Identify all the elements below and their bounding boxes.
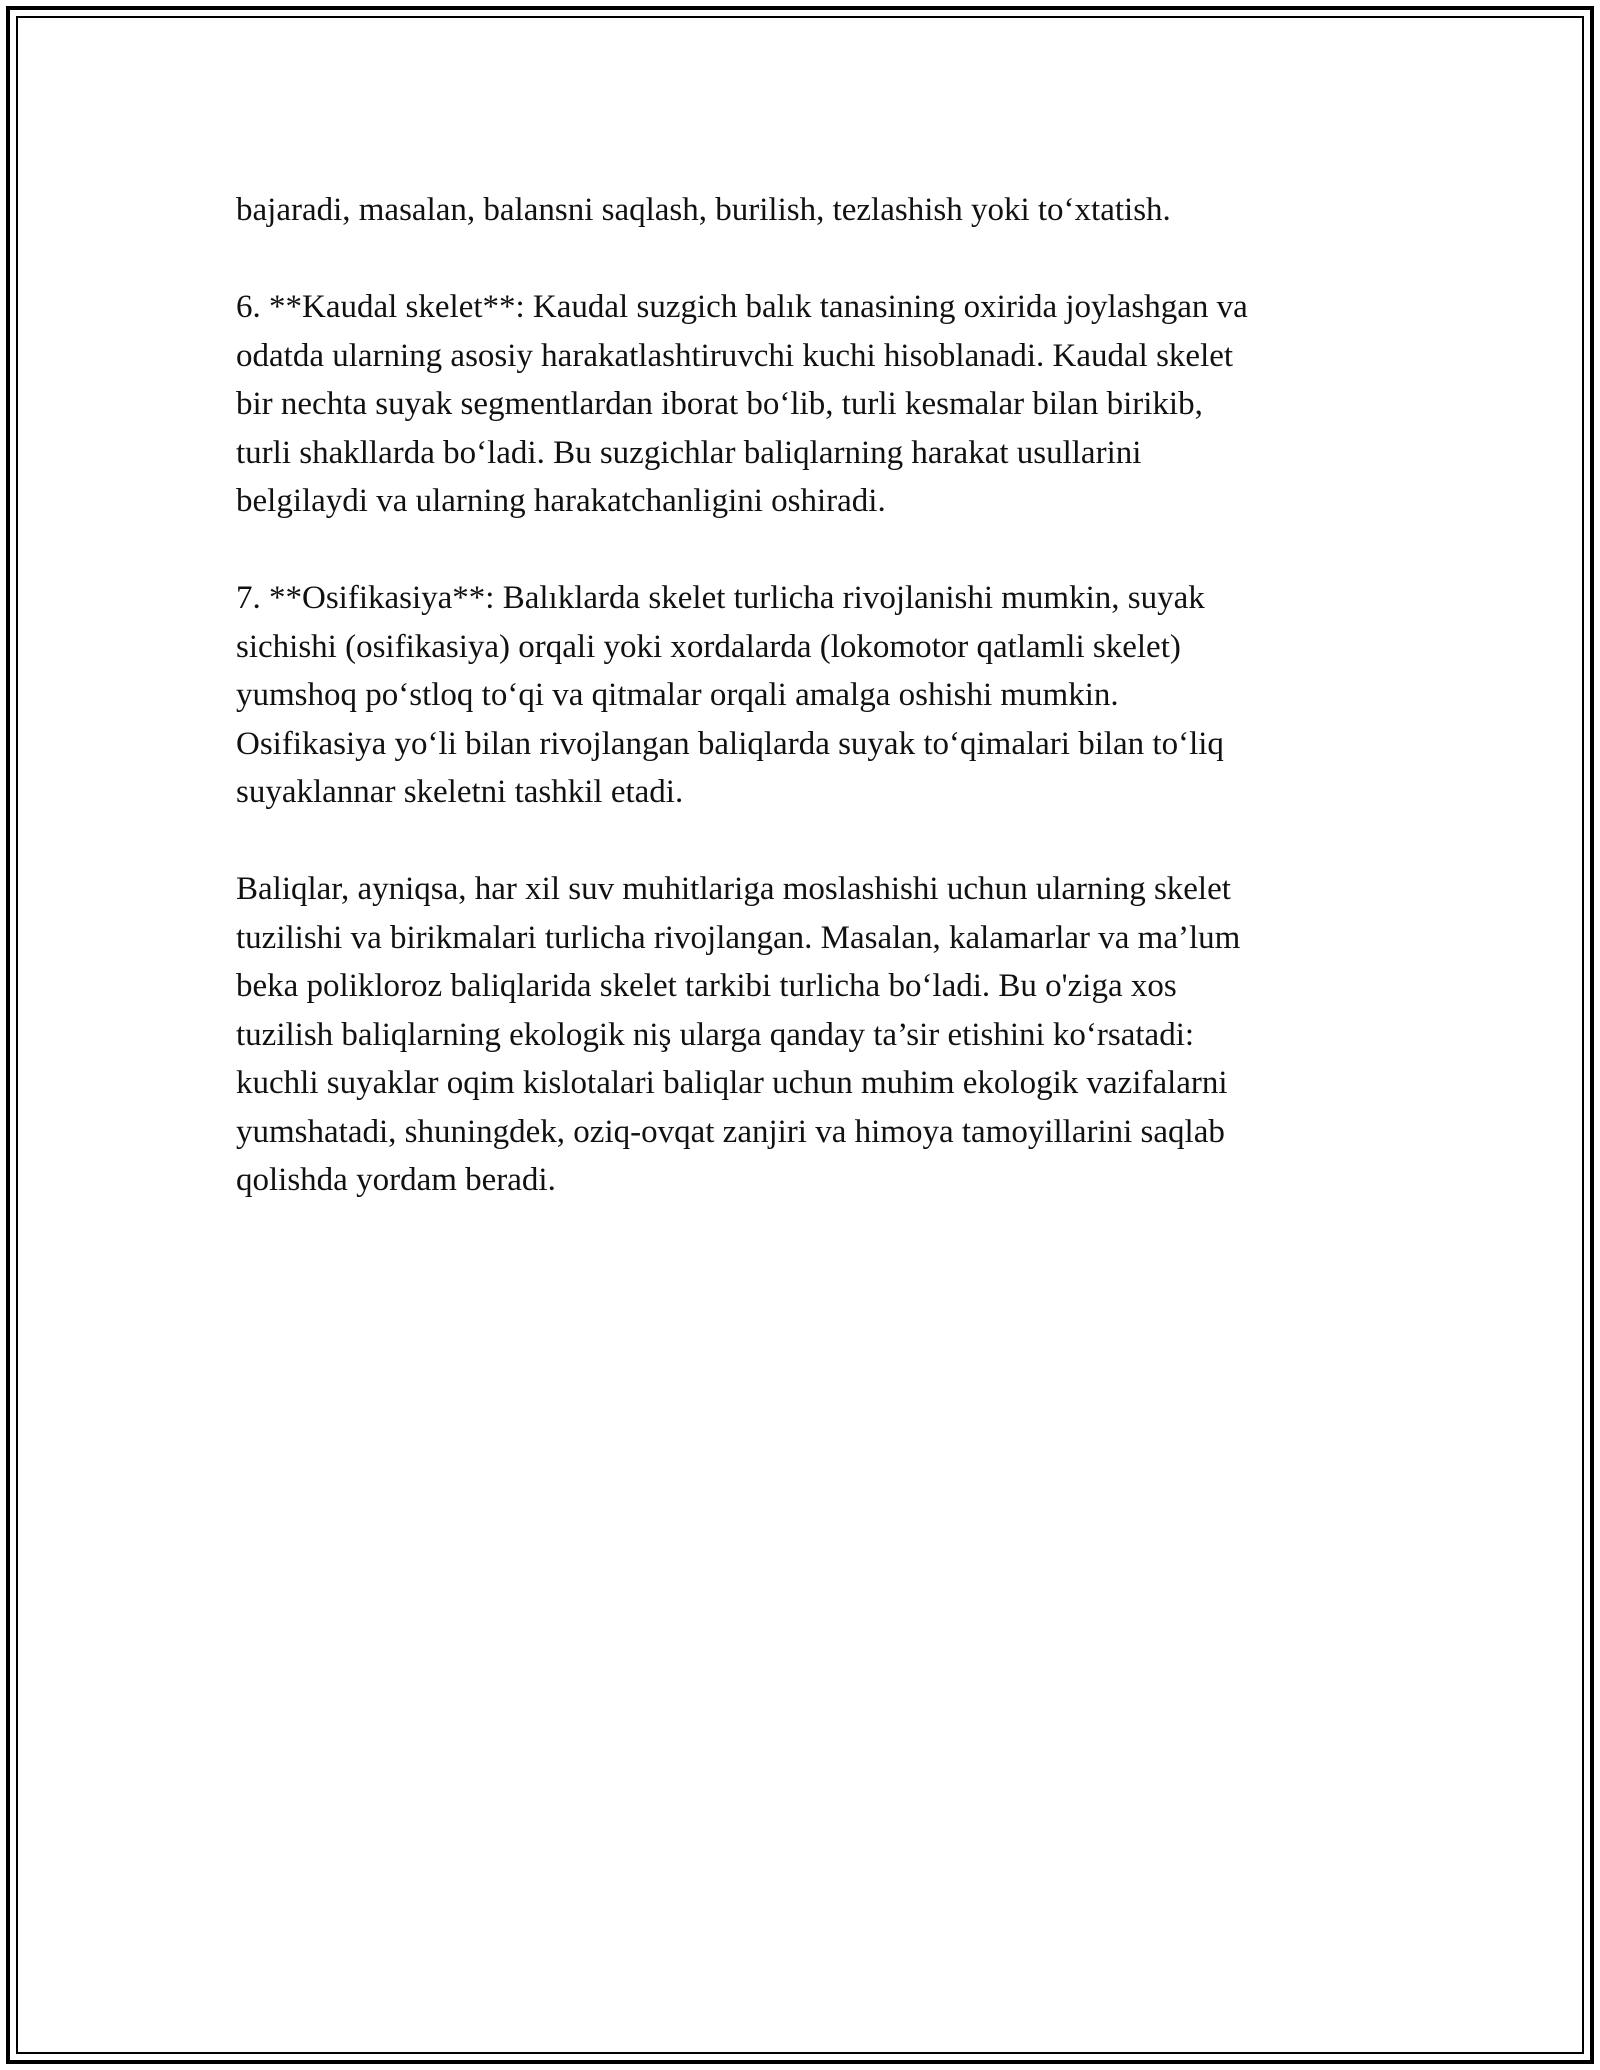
paragraph-conclusion: Baliqlar, ayniqsa, har xil suv muhitlariga moslashishi uchun ularning skelet tuzilishi va birikmalari turlicha rivojlangan. Masalan, kalamarlar va ma’lum beka polikloroz baliqlarida skelet tarkibi turlicha bo‘ladi. Bu o'ziga xos tuzilish baliqlarning ekologik niş ularga qanday ta’sir etishini ko‘rsatadi: kuchli suyaklar oqim kislotalari baliqlar uchun muhim ekologik vazifalarni yumshatadi, shuningdek, oziq-ovqat zanjiri va himoya tamoyillarini saqlab qolishda yordam beradi. <box>236 871 1241 1198</box>
paragraph-osifikasiya: 7. **Osifikasiya**: Balıklarda skelet turlicha rivojlanishi mumkin, suyak sichishi (osifikasiya) orqali yoki xordalarda (lokomotor qatlamli skelet) yumshoq po‘stloq to‘qi va qitmalar orqali amalga oshishi mumkin. Osifikasiya yo‘li bilan rivojlangan baliqlarda suyak to‘qimalari bilan to‘liq suyaklannar skeletni tashkil etadi. <box>236 580 1224 810</box>
paragraph-kaudal-skelet: 6. **Kaudal skelet**: Kaudal suzgich balık tanasining oxirida joylashgan va odatda ularning asosiy harakatlashtiruvchi kuchi hisoblanadi. Kaudal skelet bir nechta suyak segmentlardan iborat bo‘lib, turli kesmalar bilan birikib, turli shakllarda bo‘ladi. Bu suzgichlar baliqlarning harakat usullarini belgilaydi va ularning harakatchanligini oshiradi. <box>236 289 1248 519</box>
document-body <box>236 186 1386 1253</box>
paragraph-continuation: bajaradi, masalan, balansni saqlash, burilish, tezlashish yoki to‘xtatish. <box>236 192 1171 228</box>
